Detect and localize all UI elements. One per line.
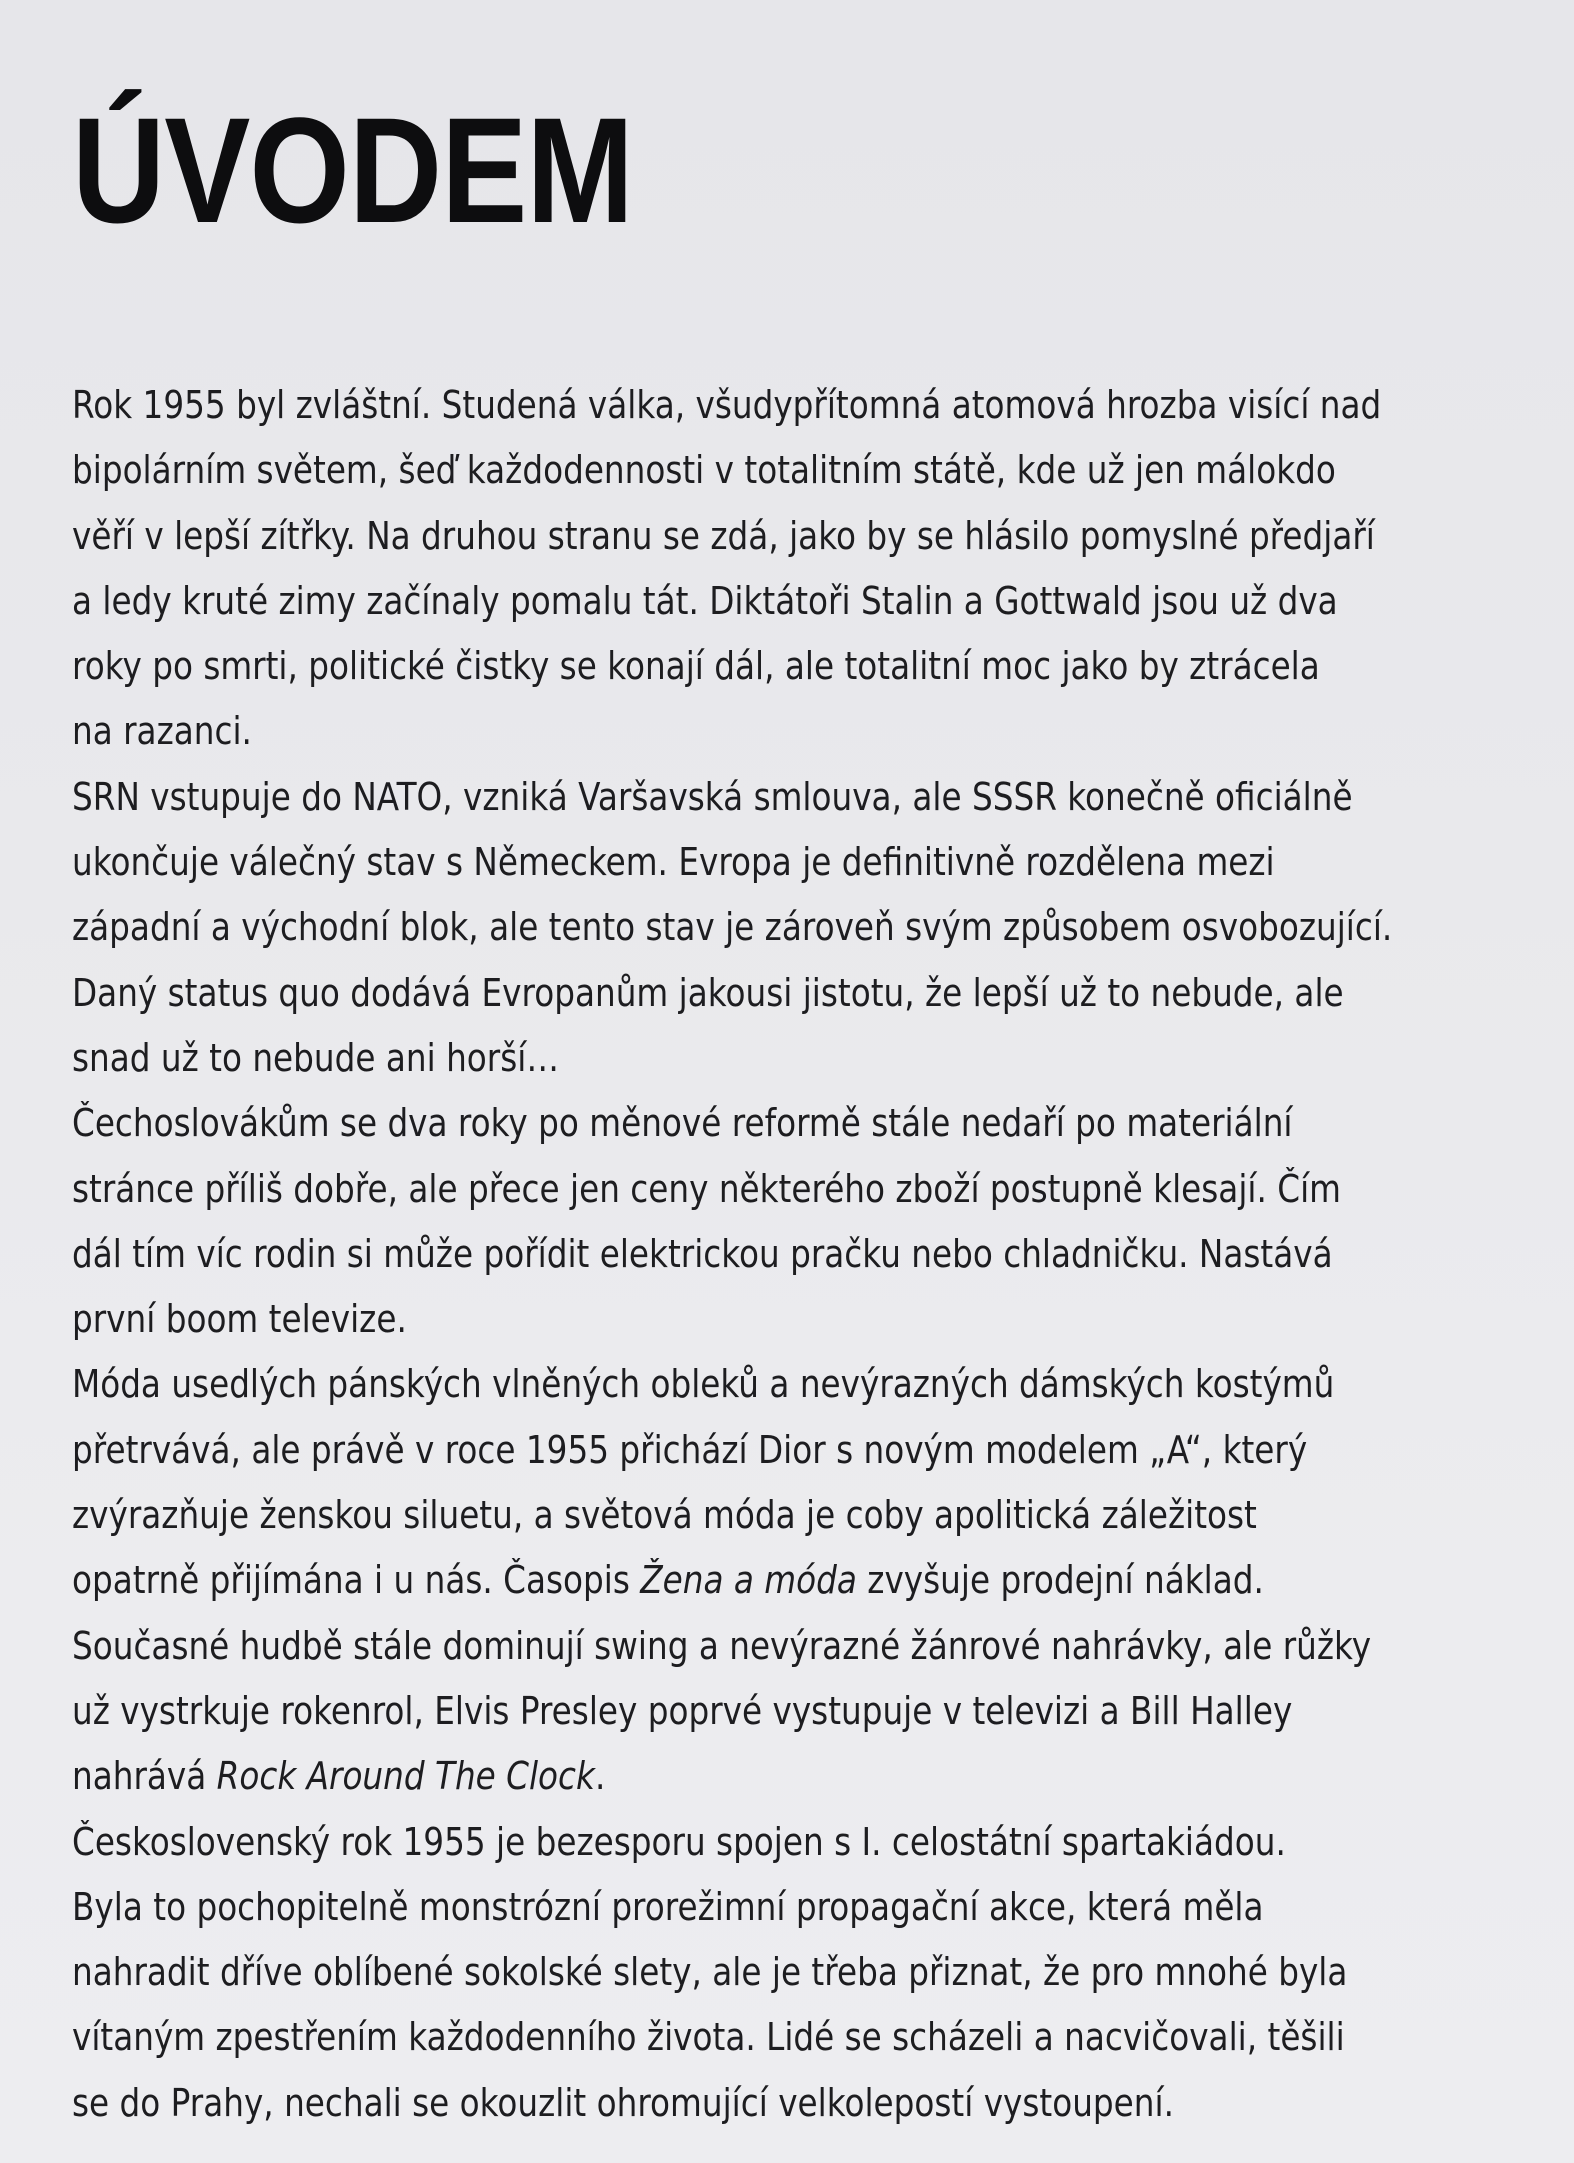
- text-line: roky po smrti, politické čistky se konají dál, ale totalitní moc jako by ztrácela: [72, 644, 1320, 689]
- text-line: Čechoslovákům se dva roky po měnové reformě stále nedaří po materiální: [72, 1101, 1293, 1146]
- text-line: Rok 1955 byl zvláštní. Studená válka, všudypřítomná atomová hrozba visící nad: [72, 383, 1382, 427]
- text-run: zvyšuje prodejní náklad.: [856, 1558, 1264, 1603]
- text-line: dál tím víc rodin si může pořídit elektrickou pračku nebo chladničku. Nastává: [72, 1231, 1333, 1276]
- text-line: [72, 1744, 1345, 1809]
- text-line: Byla to pochopitelně monstrózní prorežimní propagační akce, která měla: [72, 1884, 1264, 1929]
- body-text: [72, 373, 1552, 2136]
- text-line: [72, 1548, 1345, 1613]
- page-title: ÚVODEM: [72, 86, 634, 254]
- text-line: západní a východní blok, ale tento stav je zároveň svým způsobem osvobozující.: [72, 905, 1393, 950]
- text-line: Současné hudbě stále dominují swing a nevýrazné žánrové nahrávky, ale růžky: [72, 1623, 1372, 1668]
- text-line: snad už to nebude ani horší…: [72, 1035, 560, 1080]
- text-line: věří v lepší zítřky. Na druhou stranu se zdá, jako by se hlásilo pomyslné předjaří: [72, 513, 1375, 558]
- text-line: vítaným zpestřením každodenního života. Lidé se scházeli a nacvičovali, těšili: [72, 2015, 1345, 2060]
- text-line: ukončuje válečný stav s Německem. Evropa je definitivně rozdělena mezi: [72, 840, 1275, 885]
- text-line: přetrvává, ale právě v roce 1955 přichází Dior s novým modelem „A“, který: [72, 1427, 1308, 1472]
- text-line: první boom televize.: [72, 1297, 407, 1342]
- text-line: Daný status quo dodává Evropanům jakousi jistotu, že lepší už to nebude, ale: [72, 970, 1344, 1015]
- text-run: opatrně přijímána i u nás. Časopis: [72, 1558, 641, 1603]
- text-line: Československý rok 1955 je bezesporu spojen s I. celostátní spartakiádou.: [72, 1819, 1286, 1864]
- text-line: Móda usedlých pánských vlněných obleků a nevýrazných dámských kostýmů: [72, 1362, 1335, 1407]
- text-run: .: [594, 1754, 606, 1799]
- text-line: bipolárním světem, šeď každodennosti v totalitním státě, kde už jen málokdo: [72, 448, 1336, 493]
- text-line: stránce příliš dobře, ale přece jen ceny některého zboží postupně klesají. Čím: [72, 1166, 1341, 1211]
- text-line: už vystrkuje rokenrol, Elvis Presley poprvé vystupuje v televizi a Bill Halley: [72, 1688, 1293, 1733]
- text-line: se do Prahy, nechali se okouzlit ohromující velkolepostí vystoupení.: [72, 2080, 1174, 2125]
- text-line: zvýrazňuje ženskou siluetu, a světová móda je coby apolitická záležitost: [72, 1493, 1257, 1538]
- text-line: a ledy kruté zimy začínaly pomalu tát. Diktátoři Stalin a Gottwald jsou už dva: [72, 578, 1338, 623]
- italic-title: Žena a móda: [640, 1558, 857, 1603]
- text-line: na razanci.: [72, 709, 252, 754]
- text-line: SRN vstupuje do NATO, vzniká Varšavská smlouva, ale SSSR konečně oficiálně: [72, 774, 1353, 819]
- italic-title: Rock Around The Clock: [216, 1754, 595, 1799]
- text-run: nahrává: [72, 1754, 217, 1799]
- text-line: nahradit dříve oblíbené sokolské slety, ale je třeba přiznat, že pro mnohé byla: [72, 1950, 1348, 1995]
